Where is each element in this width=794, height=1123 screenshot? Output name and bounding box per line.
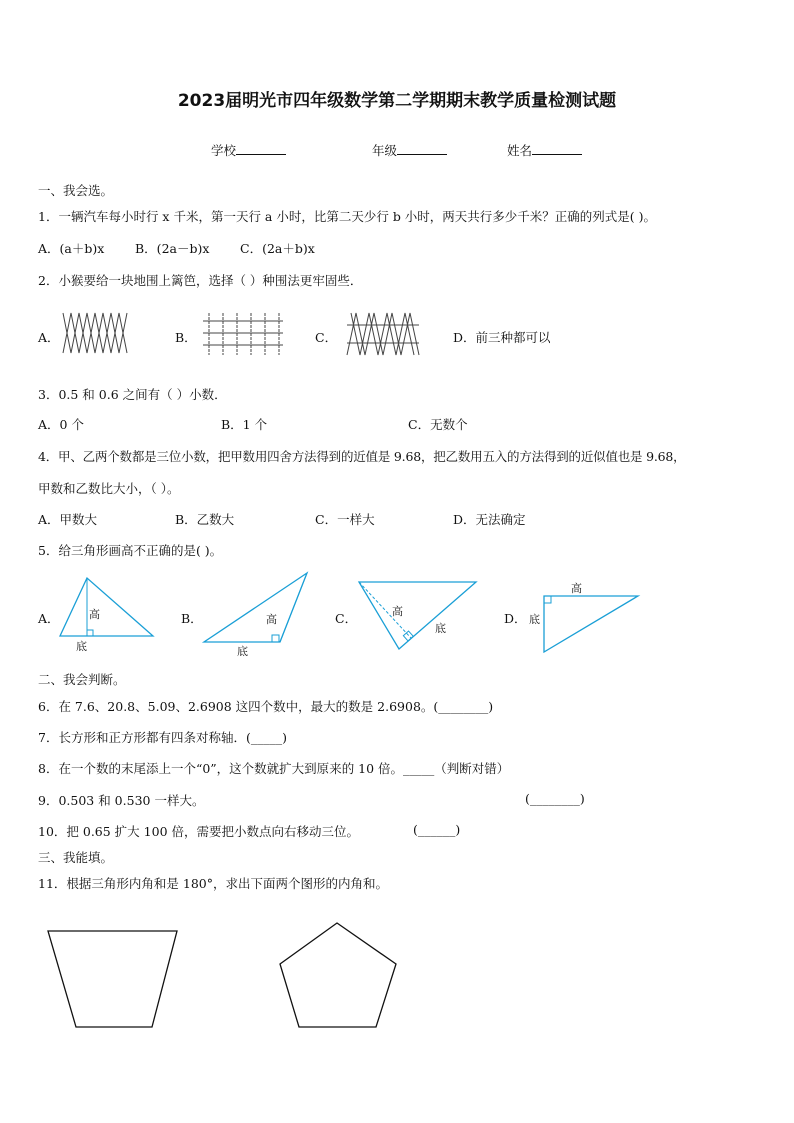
school-label: 学校 xyxy=(211,143,237,158)
q1-option-b: B．(2a－b)x xyxy=(135,241,210,256)
question-1: 1．一辆汽车每小时行 x 千米，第一天行 a 小时，比第二天少行 b 小时，两天共行多少千米？正确的列式是( )。 xyxy=(38,209,657,224)
question-7: 7．长方形和正方形都有四条对称轴．(_____) xyxy=(38,730,287,745)
triangle-b-height-label: 高 xyxy=(266,613,277,626)
q5-option-b: B． xyxy=(181,611,203,626)
q5-option-d: D． xyxy=(504,611,527,626)
q5-option-a: A． xyxy=(38,611,60,626)
q3-option-c: C．无数个 xyxy=(408,417,468,432)
section-3-heading: 三、我能填。 xyxy=(38,850,114,865)
pentagon-figure xyxy=(280,923,404,1029)
grade-blank xyxy=(397,143,447,155)
grade-field xyxy=(372,141,447,159)
triangle-c-base-label: 底 xyxy=(435,622,446,635)
triangle-a-base-label: 底 xyxy=(76,640,87,653)
q2-option-a: A． xyxy=(38,330,60,345)
triangle-d-height-label: 高 xyxy=(571,582,582,595)
name-blank xyxy=(532,143,582,155)
section-1-heading: 一、我会选。 xyxy=(38,183,114,198)
fence-b-figure xyxy=(203,313,283,355)
triangle-d-figure xyxy=(528,580,640,656)
q4-option-d: D．无法确定 xyxy=(453,512,526,527)
q3-option-b: B．1 个 xyxy=(221,417,268,432)
question-5: 5．给三角形画高不正确的是( )。 xyxy=(38,543,223,558)
triangle-b-figure xyxy=(204,573,309,659)
question-6: 6．在 7.6、20.8、5.09、2.6908 这四个数中，最大的数是 2.6908。(________) xyxy=(38,699,494,714)
q1-option-c: C．(2a＋b)x xyxy=(240,241,315,256)
question-3: 3．0.5 和 0.6 之间有（ ）小数． xyxy=(38,387,227,402)
question-9: 9．0.503 和 0.530 一样大。 xyxy=(38,793,205,808)
page-title: 2023届明光市四年级数学第二学期期末教学质量检测试题 xyxy=(177,91,617,111)
triangle-c-height-label: 高 xyxy=(392,605,403,618)
question-9-blank: (________) xyxy=(525,791,585,806)
fence-a-figure xyxy=(63,313,127,353)
q2-option-b: B． xyxy=(175,330,197,345)
q2-option-d: D．前三种都可以 xyxy=(453,330,551,345)
question-4-continued: 甲数和乙数比大小，（ ）。 xyxy=(38,481,180,496)
grade-label: 年级 xyxy=(372,143,398,158)
name-label: 姓名 xyxy=(507,143,533,158)
q3-option-a: A．0 个 xyxy=(38,417,84,432)
q5-option-c: C． xyxy=(335,611,358,626)
trapezoid-figure xyxy=(48,931,178,1029)
school-field xyxy=(211,141,286,159)
question-8: 8．在一个数的末尾添上一个“0”，这个数就扩大到原来的 10 倍。_____（判断对错） xyxy=(38,761,510,776)
name-field xyxy=(507,141,582,159)
q4-option-b: B．乙数大 xyxy=(175,512,235,527)
question-10-blank: (______) xyxy=(413,822,461,837)
q4-option-a: A．甲数大 xyxy=(38,512,98,527)
q2-option-c: C． xyxy=(315,330,338,345)
triangle-a-height-label: 高 xyxy=(89,608,100,621)
q1-option-a: A．(a＋b)x xyxy=(38,241,105,256)
question-10: 10．把 0.65 扩大 100 倍，需要把小数点向右移动三位。 xyxy=(38,824,359,839)
fence-c-figure xyxy=(347,313,419,355)
question-2: 2．小猴要给一块地围上篱笆，选择（ ）种围法更牢固些． xyxy=(38,273,363,288)
q4-option-c: C．一样大 xyxy=(315,512,375,527)
school-blank xyxy=(236,143,286,155)
triangle-c-figure xyxy=(359,582,479,654)
question-4: 4．甲、乙两个数都是三位小数，把甲数用四舍方法得到的近值是 9.68，把乙数用五入的方法得到的近似值也是 9.68， xyxy=(38,449,686,464)
triangle-b-base-label: 底 xyxy=(237,645,248,658)
section-2-heading: 二、我会判断。 xyxy=(38,672,126,687)
question-11: 11．根据三角形内角和是 180°，求出下面两个图形的内角和。 xyxy=(38,876,388,891)
triangle-d-base-label: 底 xyxy=(529,613,540,626)
triangle-a-figure xyxy=(60,578,156,653)
